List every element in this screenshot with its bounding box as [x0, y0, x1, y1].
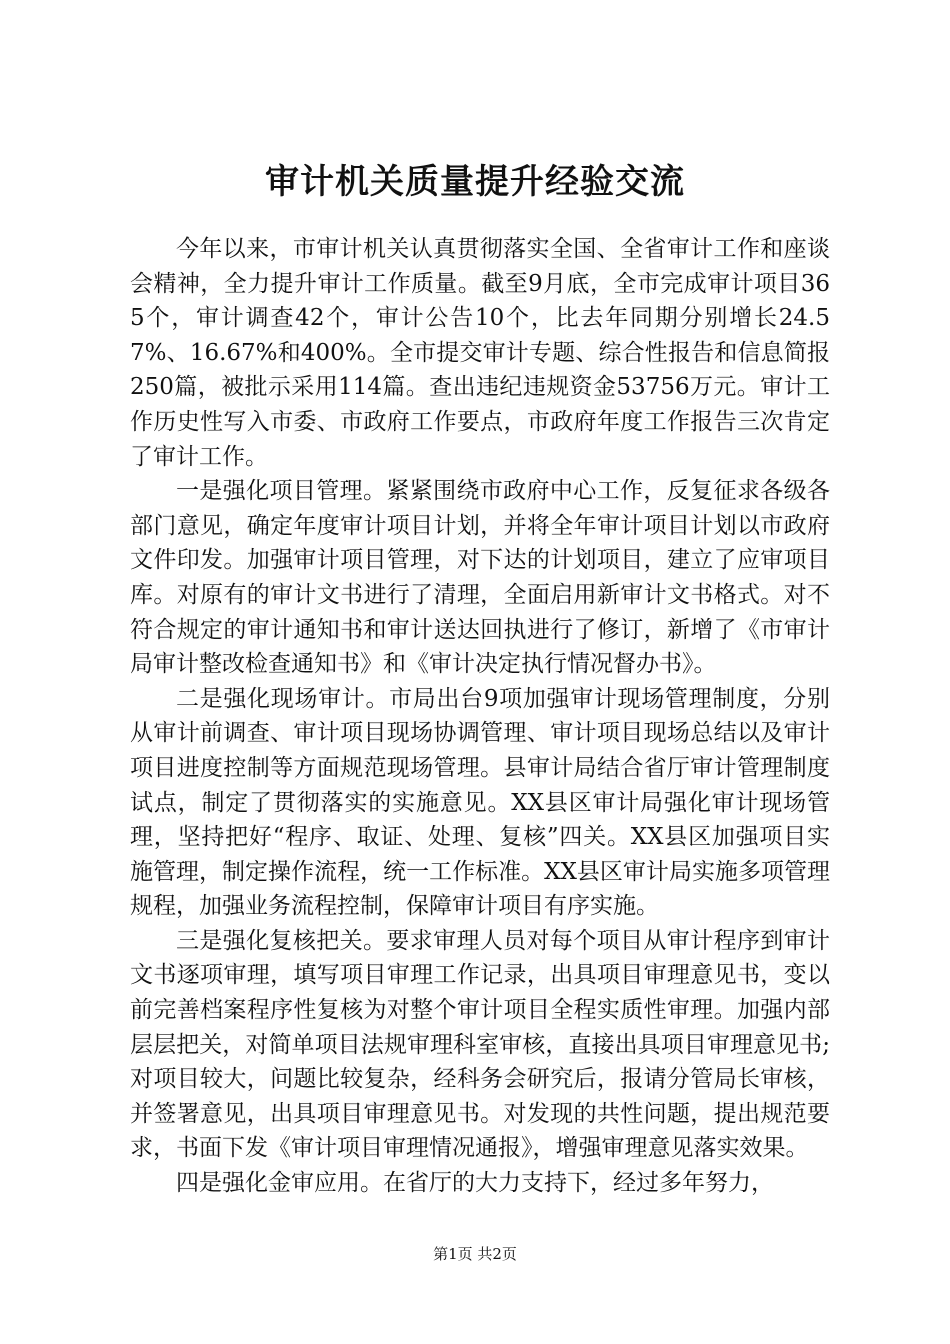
document-title: 审计机关质量提升经验交流: [265, 162, 685, 202]
paragraph-field-audit: 二是强化现场审计。市局出台9项加强审计现场管理制度，分别从审计前调查、审计项目现场协调管理、审计项目现场总结以及审计项目进度控制等方面规范现场管理。县审计局结合省厅审计管理制度试点，制定了贯彻落实的实施意见。XX县区审计局强化审计现场管理，坚持把好“程序、取证、处理、复核”四关。XX县区加强项目实施管理，制定操作流程，统一工作标准。XX县区审计局实施多项管理规程，加强业务流程控制，保障审计项目有序实施。: [130, 685, 830, 920]
paragraph-project-management: 一是强化项目管理。紧紧围绕市政府中心工作，反复征求各级各部门意见，确定年度审计项目计划，并将全年审计项目计划以市政府文件印发。加强审计项目管理，对下达的计划项目，建立了应审项目库。对原有的审计文书进行了清理，全面启用新审计文书格式。对不符合规定的审计通知书和审计送达回执进行了修订，新增了《市审计局审计整改检查通知书》和《审计决定执行情况督办书》。: [130, 478, 830, 678]
paragraph-intro: 今年以来，市审计机关认真贯彻落实全国、全省审计工作和座谈会精神，全力提升审计工作质量。截至9月底，全市完成审计项目365个，审计调查42个，审计公告10个，比去年同期分别增长24.57%、16.67%和400%。全市提交审计专题、综合性报告和信息简报250篇，被批示采用114篇。查出违纪违规资金53756万元。审计工作历史性写入市委、市政府工作要点，市政府年度工作报告三次肯定了审计工作。: [130, 236, 830, 470]
document-body: [130, 232, 830, 1201]
paragraph-review-check: 三是强化复核把关。要求审理人员对每个项目从审计程序到审计文书逐项审理，填写项目审理工作记录，出具项目审理意见书，变以前完善档案程序性复核为对整个审计项目全程实质性审理。加强内部层层把关，对简单项目法规审理科室审核，直接出具项目审理意见书;对项目较大，问题比较复杂，经科务会研究后，报请分管局长审核，并签署意见，出具项目审理意见书。对发现的共性问题，提出规范要求，书面下发《审计项目审理情况通报》，增强审理意见落实效果。: [130, 927, 830, 1162]
paragraph-golden-audit: 四是强化金审应用。在省厅的大力支持下，经过多年努力，: [176, 1170, 774, 1197]
page-footer: 第1页 共2页: [433, 1245, 517, 1263]
